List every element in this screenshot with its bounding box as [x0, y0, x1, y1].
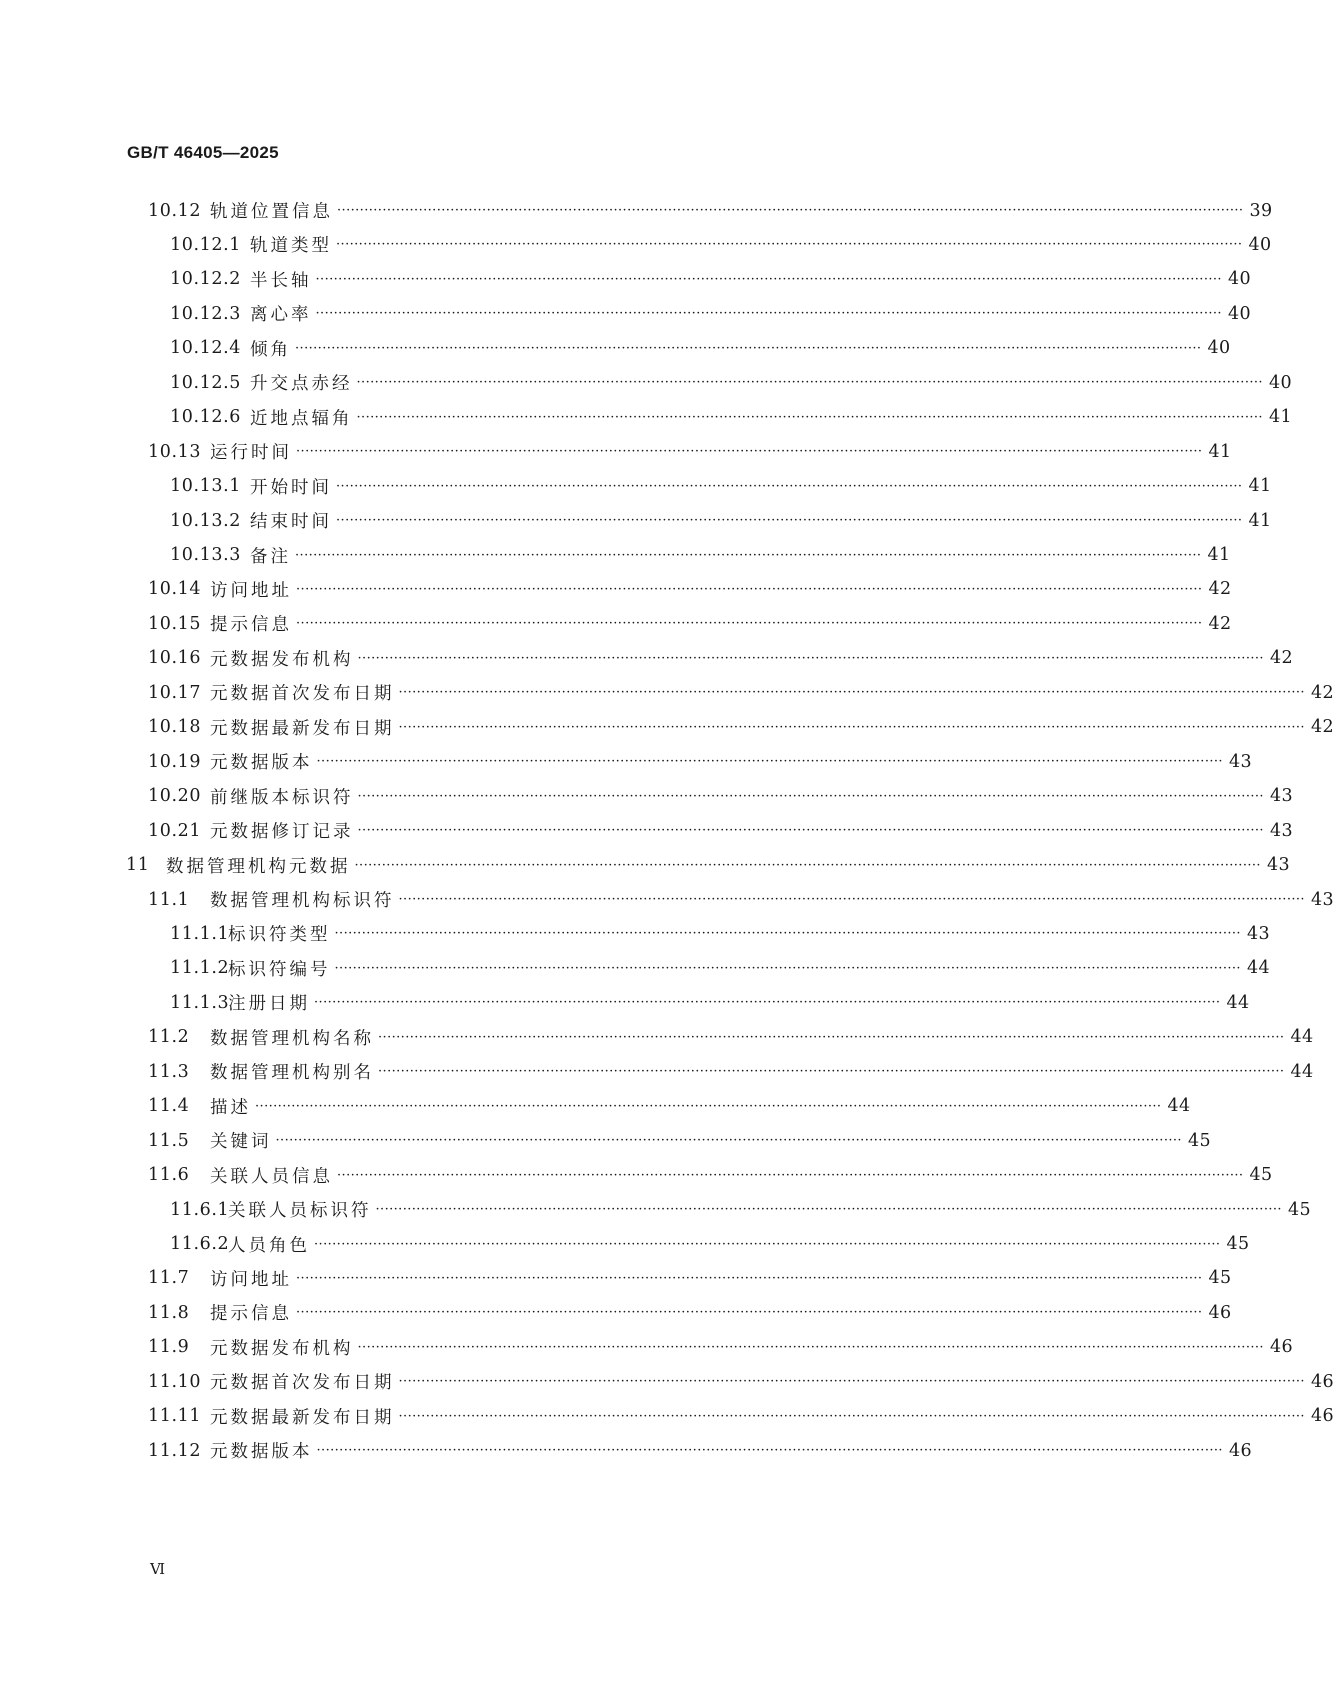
toc-entry-page: 45: [1287, 1199, 1312, 1220]
toc-entry-page: 40: [1227, 303, 1252, 324]
toc-entry-page: 43: [1266, 855, 1291, 876]
toc-entry-page: 40: [1248, 234, 1272, 255]
toc-entry-number: 11.1.3: [170, 992, 230, 1013]
toc-entry-page: 40: [1268, 372, 1293, 393]
toc-entry-title: 元数据发布机构: [210, 1338, 354, 1359]
toc-entry-title: 人员角色: [228, 1235, 310, 1256]
toc-entry[interactable]: [148, 571, 1232, 608]
toc-entry[interactable]: [148, 1088, 1191, 1125]
toc-entry-title: 开始时间: [250, 477, 332, 498]
toc-entry[interactable]: [148, 778, 1294, 815]
toc-entry-page: 39: [1249, 200, 1273, 221]
toc-entry-title: 数据管理机构标识符: [210, 891, 395, 911]
toc-entry-page: 42: [1208, 613, 1232, 634]
toc-entry-number: 11.10: [148, 1371, 202, 1392]
toc-entry-page: 43: [1269, 786, 1294, 807]
toc-entry-number: 10.17: [148, 682, 202, 703]
toc-entry-page: 45: [1187, 1130, 1212, 1151]
toc-entry-number: 10.12: [148, 200, 202, 221]
toc-entry-title: 标识符编号: [228, 959, 331, 980]
toc-entry-number: 11.6: [148, 1165, 190, 1186]
toc-leader-dots: ········································································································································································································: [357, 788, 1264, 804]
toc-entry[interactable]: [148, 881, 1334, 918]
toc-leader-dots: ········································································································································································································: [398, 719, 1305, 735]
toc-entry-title: 近地点辐角: [250, 408, 353, 429]
toc-entry-number: 10.18: [148, 717, 202, 738]
toc-entry-number: 11.6.2: [170, 1234, 230, 1254]
toc-entry-number: 11.9: [148, 1337, 190, 1358]
toc-entry[interactable]: [148, 1019, 1314, 1056]
toc-leader-dots: ········································································································································································································: [375, 1202, 1282, 1218]
toc-leader-dots: ········································································································································································································: [315, 271, 1222, 287]
toc-leader-dots: ········································································································································································································: [336, 513, 1243, 529]
toc-leader-dots: ········································································································································································································: [336, 478, 1243, 494]
toc-entry-title: 倾角: [250, 339, 291, 360]
toc-leader-dots: ········································································································································································································: [398, 892, 1305, 907]
toc-entry-number: 10.13.2: [170, 510, 241, 531]
toc-entry-page: 42: [1269, 648, 1294, 669]
toc-leader-dots: ········································································································································································································: [357, 823, 1264, 839]
toc-entry-number: 10.21: [148, 820, 202, 841]
toc-entry-title: 元数据最新发布日期: [210, 718, 395, 739]
toc-entry-title: 关联人员信息: [210, 1166, 333, 1187]
toc-entry[interactable]: [148, 1157, 1273, 1194]
toc-entry-page: 45: [1208, 1268, 1232, 1289]
toc-entry[interactable]: [148, 605, 1232, 642]
toc-entry-page: 42: [1310, 682, 1334, 703]
toc-entry-title: 元数据最新发布日期: [210, 1407, 395, 1428]
toc-leader-dots: ········································································································································································································: [398, 1408, 1305, 1424]
toc-entry-title: 半长轴: [250, 270, 312, 291]
toc-entry-title: 运行时间: [210, 443, 292, 464]
toc-leader-dots: ········································································································································································································: [337, 203, 1244, 218]
toc-leader-dots: ········································································································································································································: [315, 306, 1222, 322]
toc-entry-page: 41: [1248, 476, 1272, 497]
toc-leader-dots: ········································································································································································································: [398, 1374, 1305, 1390]
toc-entry[interactable]: [170, 984, 1250, 1021]
toc-entry[interactable]: [170, 915, 1271, 952]
toc-entry-number: 11.1.2: [170, 958, 230, 979]
toc-entry-number: 11.1.1: [170, 923, 230, 944]
toc-entry[interactable]: [170, 502, 1272, 539]
toc-entry[interactable]: [148, 674, 1334, 711]
toc-entry-title: 注册日期: [228, 994, 310, 1015]
toc-entry-number: 11.6.1: [170, 1199, 230, 1220]
toc-leader-dots: ········································································································································································································: [356, 375, 1263, 391]
toc-entry-title: 升交点赤经: [250, 374, 353, 395]
toc-entry-number: 10.13.1: [170, 476, 241, 497]
toc-leader-dots: ········································································································································································································: [295, 340, 1202, 356]
toc-entry-number: 10.19: [148, 751, 202, 772]
toc-entry-title: 备注: [250, 546, 291, 567]
toc-entry[interactable]: [148, 1398, 1334, 1435]
toc-leader-dots: ········································································································································································································: [295, 547, 1202, 563]
toc-entry-title: 关键词: [210, 1132, 272, 1153]
toc-entry-title: 元数据发布机构: [210, 649, 354, 670]
toc-entry-page: 43: [1269, 820, 1294, 841]
toc-entry[interactable]: [148, 812, 1294, 849]
toc-entry[interactable]: [148, 1432, 1253, 1469]
toc-entry-title: 数据管理机构别名: [210, 1063, 374, 1084]
toc-entry[interactable]: [170, 1226, 1250, 1263]
page-folio: Ⅵ: [150, 1560, 166, 1578]
toc-entry-title: 访问地址: [210, 580, 292, 601]
toc-entry-number: 11.5: [148, 1130, 190, 1151]
toc-entry-title: 元数据修订记录: [210, 822, 354, 843]
toc-leader-dots: ········································································································································································································: [316, 1443, 1223, 1459]
toc-entry-title: 数据管理机构元数据: [166, 856, 351, 877]
toc-entry[interactable]: [148, 1053, 1314, 1090]
toc-entry-number: 11.4: [148, 1096, 190, 1117]
toc-entry-number: 11.3: [148, 1061, 190, 1082]
toc-entry[interactable]: [148, 1260, 1232, 1297]
toc-entry-number: 10.12.6: [170, 407, 241, 428]
toc-entry-title: 关联人员标识符: [228, 1201, 372, 1222]
toc-entry-page: 44: [1226, 992, 1250, 1013]
toc-leader-dots: ········································································································································································································: [296, 581, 1203, 597]
toc-leader-dots: ········································································································································································································: [255, 1098, 1162, 1114]
toc-entry-number: 10.14: [148, 579, 202, 600]
toc-entry-page: 40: [1207, 338, 1231, 359]
toc-leader-dots: ········································································································································································································: [275, 1133, 1182, 1149]
toc-entry-title: 描述: [210, 1097, 251, 1118]
toc-entry-title: 前继版本标识符: [210, 787, 354, 808]
toc-entry-number: 10.13.3: [170, 545, 241, 565]
toc-entry-title: 元数据版本: [210, 753, 313, 774]
toc-entry-title: 元数据首次发布日期: [210, 1373, 395, 1394]
toc-entry-number: 11.7: [148, 1268, 190, 1289]
toc-entry-title: 结束时间: [250, 512, 332, 533]
toc-entry[interactable]: [170, 468, 1272, 505]
toc-leader-dots: ········································································································································································································: [337, 1167, 1244, 1183]
toc-entry-title: 轨道位置信息: [210, 202, 333, 222]
toc-entry-page: 46: [1208, 1302, 1232, 1323]
toc-leader-dots: ········································································································································································································: [356, 409, 1263, 425]
toc-entry[interactable]: [148, 1294, 1232, 1331]
toc-entry-title: 数据管理机构名称: [210, 1028, 374, 1049]
toc-entry-title: 轨道类型: [250, 236, 332, 257]
toc-entry-page: 40: [1227, 269, 1252, 290]
toc-entry[interactable]: [148, 709, 1334, 746]
toc-entry[interactable]: [170, 330, 1231, 367]
toc-entry-page: 46: [1228, 1440, 1253, 1461]
toc-entry-title: 提示信息: [210, 1304, 292, 1325]
toc-entry-title: 访问地址: [210, 1269, 292, 1290]
toc-leader-dots: ········································································································································································································: [316, 754, 1223, 770]
toc-entry-page: 46: [1269, 1337, 1294, 1358]
toc-entry-page: 44: [1290, 1061, 1314, 1082]
toc-entry-page: 45: [1249, 1165, 1273, 1186]
toc-entry-number: 10.16: [148, 648, 202, 669]
toc-entry[interactable]: [148, 433, 1232, 470]
toc-entry[interactable]: [148, 1329, 1294, 1366]
toc-leader-dots: ········································································································································································································: [334, 960, 1241, 976]
toc-entry[interactable]: [170, 261, 1252, 298]
toc-leader-dots: ········································································································································································································: [296, 616, 1203, 632]
toc-entry[interactable]: [170, 537, 1231, 574]
toc-entry-number: 10.12.3: [170, 303, 241, 324]
toc-entry[interactable]: [148, 1122, 1212, 1159]
toc-entry-page: 42: [1310, 717, 1334, 738]
toc-entry[interactable]: [148, 1363, 1334, 1400]
toc-entry[interactable]: [170, 226, 1272, 263]
toc-entry-number: 11.1: [148, 889, 190, 910]
toc-entry-title: 离心率: [250, 305, 312, 326]
toc-leader-dots: ········································································································································································································: [334, 926, 1241, 942]
toc-entry-title: 元数据版本: [210, 1442, 313, 1463]
toc-entry[interactable]: [170, 950, 1271, 987]
toc-leader-dots: ········································································································································································································: [336, 237, 1243, 253]
toc-entry-number: 11: [126, 855, 150, 876]
toc-entry-page: 46: [1310, 1406, 1334, 1427]
toc-entry[interactable]: [170, 295, 1252, 332]
toc-entry[interactable]: [170, 364, 1293, 401]
toc-leader-dots: ········································································································································································································: [296, 1305, 1203, 1321]
toc-entry-number: 10.12.4: [170, 338, 241, 359]
toc-entry-page: 43: [1246, 923, 1271, 944]
toc-entry-number: 10.12.5: [170, 372, 241, 393]
toc-entry-number: 11.2: [148, 1027, 190, 1048]
toc-entry-page: 43: [1228, 751, 1253, 772]
toc-entry[interactable]: [170, 399, 1293, 436]
toc-entry-number: 11.8: [148, 1302, 190, 1323]
toc-leader-dots: ········································································································································································································: [314, 1236, 1221, 1252]
toc-entry-title: 标识符类型: [228, 925, 331, 946]
toc-leader-dots: ········································································································································································································: [378, 1064, 1285, 1080]
toc-entry-page: 41: [1248, 510, 1272, 531]
toc-entry-title: 元数据首次发布日期: [210, 684, 395, 705]
toc-entry-number: 10.13: [148, 441, 202, 462]
toc-entry-number: 10.12.1: [170, 234, 241, 255]
toc-entry[interactable]: [126, 847, 1291, 884]
toc-entry-number: 11.12: [148, 1440, 202, 1461]
toc-leader-dots: ········································································································································································································: [296, 1270, 1203, 1286]
toc-entry-page: 41: [1207, 545, 1231, 565]
toc-entry-page: 41: [1268, 407, 1293, 428]
standard-code: GB/T 46405—2025: [127, 143, 279, 162]
toc-leader-dots: ········································································································································································································: [378, 1029, 1285, 1045]
toc-leader-dots: ········································································································································································································: [314, 995, 1221, 1011]
toc-entry-page: 45: [1226, 1234, 1250, 1254]
toc-entry-title: 提示信息: [210, 615, 292, 636]
toc-entry-page: 42: [1208, 579, 1232, 600]
toc-entry-page: 44: [1246, 958, 1271, 979]
toc-entry-number: 10.20: [148, 786, 202, 807]
toc-leader-dots: ········································································································································································································: [296, 444, 1203, 460]
toc-entry-page: 44: [1290, 1027, 1314, 1048]
toc-entry-number: 10.12.2: [170, 269, 241, 290]
toc-entry-number: 10.15: [148, 613, 202, 634]
toc-entry[interactable]: [148, 192, 1273, 229]
toc-leader-dots: ········································································································································································································: [357, 1339, 1264, 1355]
toc-leader-dots: ········································································································································································································: [354, 857, 1261, 873]
toc-leader-dots: ········································································································································································································: [357, 650, 1264, 666]
toc-leader-dots: ········································································································································································································: [398, 685, 1305, 701]
toc-entry[interactable]: [148, 640, 1294, 677]
toc-entry-page: 43: [1310, 889, 1334, 910]
toc-entry[interactable]: [148, 743, 1253, 780]
toc-entry-number: 11.11: [148, 1406, 202, 1427]
toc-entry-page: 41: [1208, 441, 1232, 462]
toc-entry-page: 44: [1167, 1096, 1191, 1117]
toc-entry-page: 46: [1310, 1371, 1334, 1392]
toc-entry[interactable]: [170, 1191, 1312, 1228]
